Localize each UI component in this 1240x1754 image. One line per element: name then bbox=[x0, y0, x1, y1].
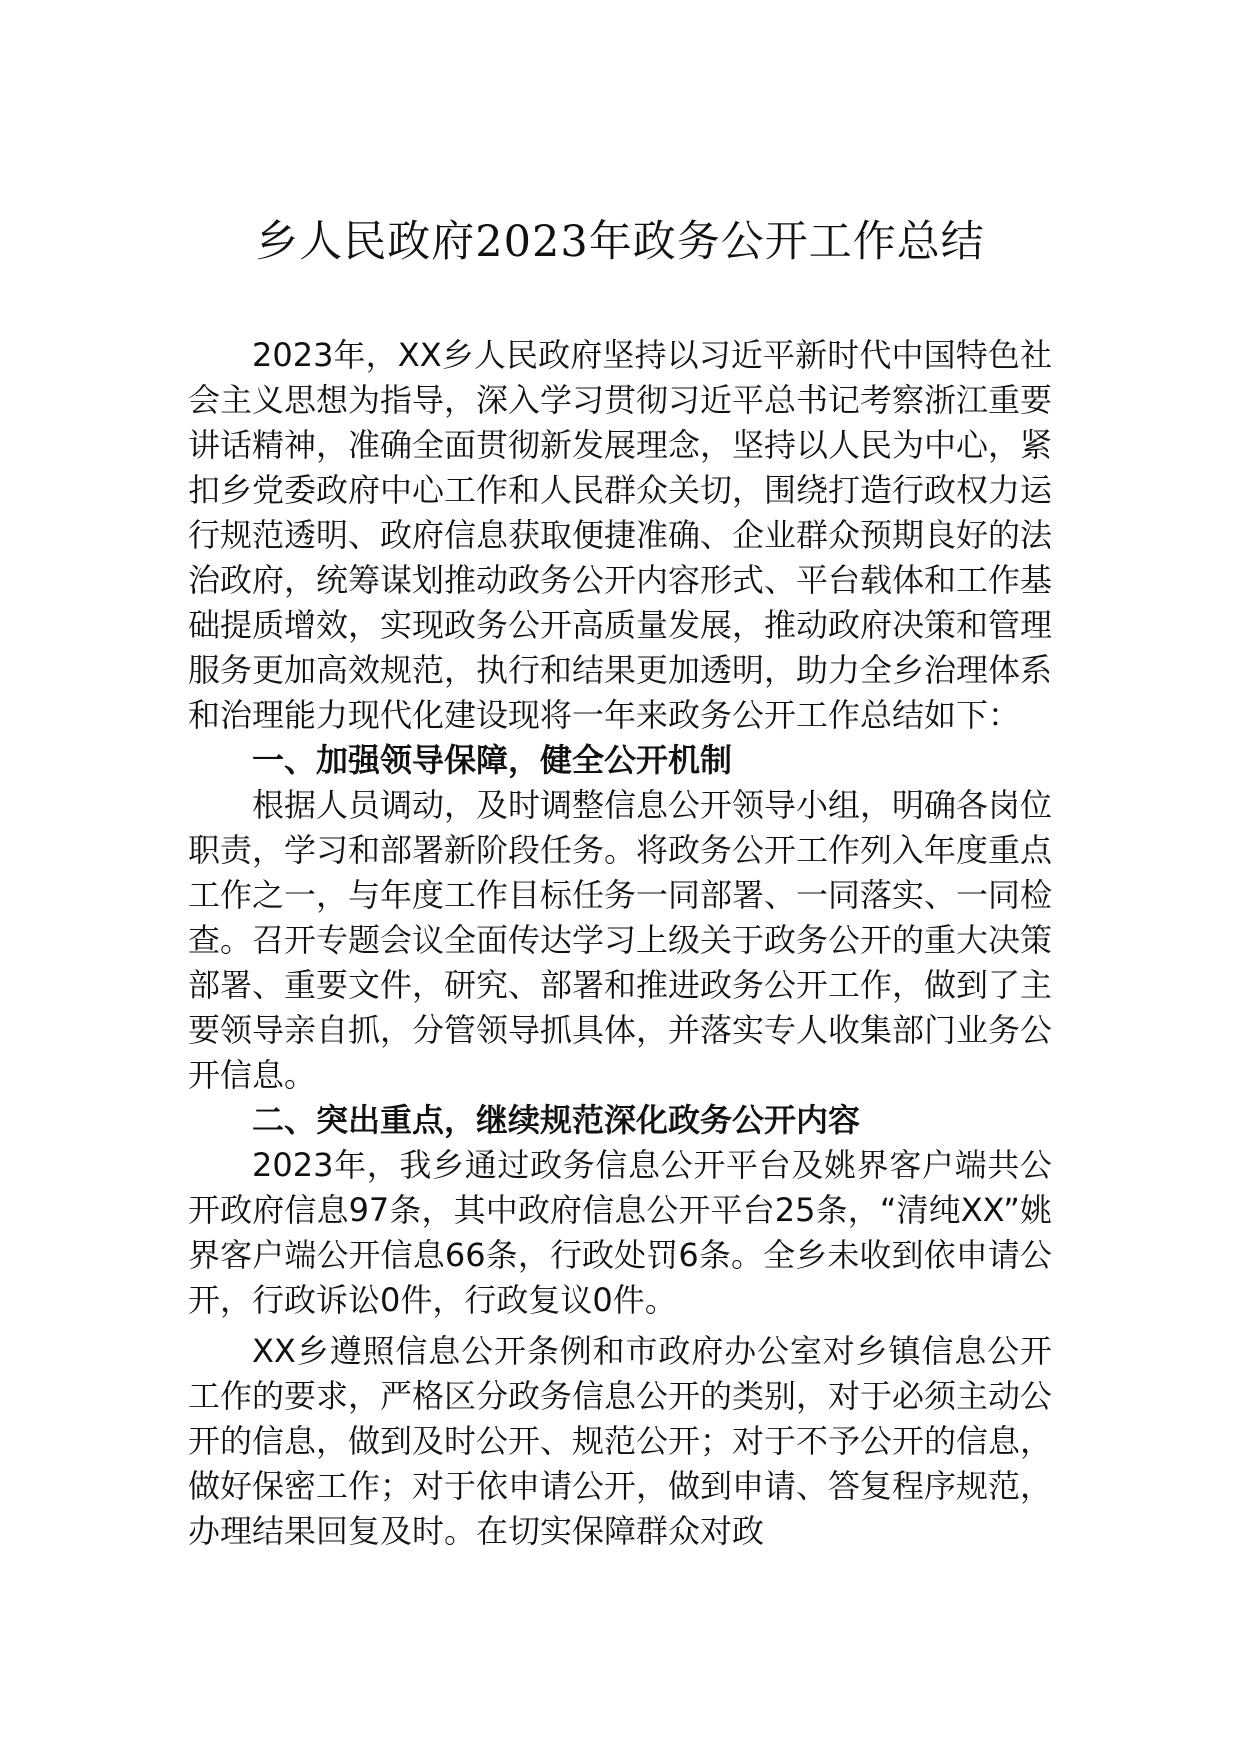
paragraph-regulations: XX乡遵照信息公开条例和市政府办公室对乡镇信息公开工作的要求，严格区分政务信息公开的类别，对于必须主动公开的信息，做到及时公开、规范公开；对于不予公开的信息，做好保密工作；对于依申请公开，做到申请、答复程序规范，办理结果回复及时。在切实保障群众对政 bbox=[188, 1332, 1053, 1550]
paragraph-intro: 2023年，XX乡人民政府坚持以习近平新时代中国特色社会主义思想为指导，深入学习贯彻习近平总书记考察浙江重要讲话精神，准确全面贯彻新发展理念，坚持以人民为中心，紧扣乡党委政府中心工作和人民群众关切，围绕打造行政权力运行规范透明、政府信息获取便捷准确、企业群众预期良好的法治政府，统筹谋划推动政务公开内容形式、平台载体和工作基础提质增效，实现政务公开高质量发展，推动政府决策和管理服务更加高效规范，执行和结果更加透明，助力全乡治理体系和治理能力现代化建设现将一年来政务公开工作总结如下： bbox=[188, 336, 1053, 734]
document-title: 乡人民政府2023年政务公开工作总结 bbox=[255, 217, 985, 267]
paragraph-leadership: 根据人员调动，及时调整信息公开领导小组，明确各岗位职责，学习和部署新阶段任务。将政务公开工作列入年度重点工作之一，与年度工作目标任务一同部署、一同落实、一同检查。召开专题会议全面传达学习上级关于政务公开的重大决策部署、重要文件，研究、部署和推进政务公开工作，做到了主要领导亲自抓，分管领导抓具体，并落实专人收集部门业务公开信息。 bbox=[188, 786, 1053, 1094]
section-heading-2: 二、突出重点，继续规范深化政务公开内容 bbox=[252, 1101, 861, 1139]
paragraph-statistics: 2023年，我乡通过政务信息公开平台及姚界客户端共公开政府信息97条，其中政府信息公开平台25条，“清纯XX”姚界客户端公开信息66条，行政处罚6条。全乡未收到依申请公开，行政诉讼0件，行政复议0件。 bbox=[188, 1146, 1052, 1319]
section-heading-1: 一、加强领导保障，健全公开机制 bbox=[252, 741, 733, 779]
document-body bbox=[188, 333, 1052, 1554]
